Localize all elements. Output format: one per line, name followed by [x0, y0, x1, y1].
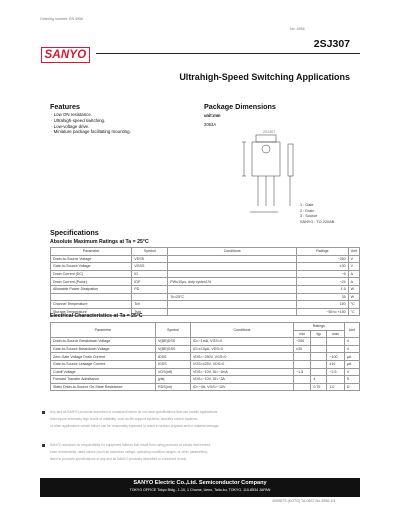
cell: [168, 263, 297, 271]
cell: [294, 360, 311, 368]
cell: [168, 285, 297, 293]
cell: [311, 368, 327, 376]
elec-char-table: [50, 322, 360, 391]
cell: Tch: [132, 301, 168, 309]
col-ratings: Ratings: [297, 248, 349, 256]
cell: Drain Current (Pulse): [51, 278, 132, 286]
table-row: [51, 383, 360, 391]
cell: 35: [297, 293, 349, 301]
cell: W: [348, 285, 359, 293]
cell: V(BR)DSS: [156, 338, 191, 346]
disclaimer-bullet: [42, 444, 45, 447]
footer-company: SANYO Electric Co.,Ltd. Semiconductor Company: [133, 480, 267, 486]
cell: V: [344, 368, 359, 376]
specifications-heading: Specifications: [50, 228, 99, 237]
disclaimer-line: that require extremely high levels of reliability, such as life-support systems, aircraft's control systems,: [50, 417, 198, 421]
cell: ±10: [327, 360, 344, 368]
sanyo-logo: SANYO: [41, 47, 90, 63]
cell: [311, 360, 327, 368]
abs-max-table: [50, 247, 360, 316]
cell: Tstg: [132, 308, 168, 316]
col-unit: Unit: [348, 248, 359, 256]
cell: IG=±10μA, VDS=0: [191, 345, 294, 353]
cell: VGS(off): [156, 368, 191, 376]
elec-char-heading: Electrical Characteristics at Ta = 25°C: [50, 313, 143, 319]
cell: V: [344, 345, 359, 353]
cell: [168, 301, 297, 309]
table-row: [51, 368, 360, 376]
cell: PD: [132, 285, 168, 293]
table-row: [51, 263, 360, 271]
cell: VGSS: [132, 263, 168, 271]
col-unit: Unit: [344, 323, 359, 338]
cell: Gate-to-Source Leakage Current: [51, 360, 156, 368]
cell: PW≤10μs, duty cycle≤1%: [168, 278, 297, 286]
cell: RDS(on): [156, 383, 191, 391]
cell: μA: [344, 360, 359, 368]
cell: −55 to +150: [297, 308, 349, 316]
footer-address: TOKYO OFFICE Tokyo Bldg., 1-10, 1 Chome, Ueno, Taito-ku, TOKYO, 110-8534 JAPAN: [129, 487, 271, 492]
abs-max-heading: Absolute Maximum Ratings at Ta = 25°C: [50, 239, 149, 245]
cell: [168, 255, 297, 263]
feature-item: · Miniature package facilitating mounting.: [51, 129, 131, 135]
feature-item: · Low-voltage drive.: [51, 123, 90, 129]
cell: A: [348, 270, 359, 278]
package-unit: unit:mm: [204, 113, 221, 118]
cell: [168, 270, 297, 278]
cell: Drain-to-Source Breakdown Voltage: [51, 338, 156, 346]
cell: Forward Transfer Admittance: [51, 376, 156, 384]
table-row: [51, 345, 360, 353]
feature-item: · Ultrahigh-speed switching.: [51, 117, 106, 123]
cell: ID: [132, 270, 168, 278]
cell: [168, 308, 297, 316]
cell: −100: [327, 353, 344, 361]
cell: ±30: [297, 263, 349, 271]
disclaimer-line: listed in products specifications of any and all SANYO products described or contained herein.: [50, 457, 188, 461]
features-list: [51, 112, 131, 135]
table-row: [51, 278, 360, 286]
cell: [294, 383, 311, 391]
cell: −1.5: [294, 368, 311, 376]
document-number: No. 4956: [290, 27, 305, 31]
cell: Storage Temperature: [51, 308, 132, 316]
disclaimer-line: or other applications whose failure can be reasonably expected to result in serious physical and/or material damage.: [50, 424, 220, 428]
disclaimer-line: Any and all SANYO products described or contained herein do not have specifications that can handle applications: [50, 410, 218, 414]
ordering-number: Ordering number: EN 4956: [40, 17, 84, 21]
cell: ±30: [294, 345, 311, 353]
cell: −250: [297, 255, 349, 263]
col-ratings: Ratings: [294, 323, 345, 331]
footer-docno: 40998TS (KOTO) TA-0837 No.4956-1/4: [272, 499, 336, 503]
footer-bar: [40, 478, 360, 497]
col-conditions: Conditions: [191, 323, 294, 338]
cell: [51, 293, 132, 301]
package-part: 2SJ307: [263, 130, 276, 134]
table-row: [51, 360, 360, 368]
table-row: [51, 285, 360, 293]
pin-legend-item: 1 : Gate: [300, 203, 314, 207]
cell: °C: [348, 308, 359, 316]
cell: V: [348, 263, 359, 271]
cell: μA: [344, 353, 359, 361]
pin-legend-item: 2 : Drain: [300, 208, 315, 213]
cell: V: [344, 338, 359, 346]
table-header-row: [51, 323, 360, 331]
cell: S: [344, 376, 359, 384]
table-row: [51, 270, 360, 278]
package-drawing: [230, 134, 310, 220]
cell: Drain Current (DC): [51, 270, 132, 278]
table-row: [51, 255, 360, 263]
cell: 1.0: [327, 383, 344, 391]
cell: IDP: [132, 278, 168, 286]
cell: VGS=±25V, VDS=0: [191, 360, 294, 368]
disclaimer-bullet: [42, 411, 45, 414]
pin-legend: [300, 203, 334, 225]
cell: A: [348, 278, 359, 286]
cell: 4: [311, 376, 327, 384]
col-min: min: [294, 330, 311, 338]
cell: 1.5: [297, 285, 349, 293]
cell: Static Drain-to-Source On-State Resistance: [51, 383, 156, 391]
cell: VDS=−10V, ID=−1mA: [191, 368, 294, 376]
cell: V(BR)GSS: [156, 345, 191, 353]
col-typ: typ: [311, 330, 327, 338]
cell: VDS=−250V, VGS=0: [191, 353, 294, 361]
cell: −2.5: [327, 368, 344, 376]
cell: Zero-Gate Voltage Drain Current: [51, 353, 156, 361]
cell: Allowable Power Dissipation: [51, 285, 132, 293]
col-parameter: Parameter: [51, 323, 156, 338]
col-symbol: Symbol: [156, 323, 191, 338]
pin-legend-item: 3 : Source: [300, 214, 318, 219]
table-row: [51, 301, 360, 309]
cell: °C: [348, 301, 359, 309]
cell: [327, 376, 344, 384]
part-number: 2SJ307: [313, 38, 350, 50]
table-row: [51, 376, 360, 384]
table-row: [51, 353, 360, 361]
cell: [311, 353, 327, 361]
cell: Cutoff Voltage: [51, 368, 156, 376]
cell: IDSS: [156, 353, 191, 361]
page-title: Ultrahigh-Speed Switching Applications: [179, 72, 350, 82]
cell: [132, 293, 168, 301]
features-heading: Features: [50, 102, 80, 111]
cell: −250: [294, 338, 311, 346]
col-max: max: [327, 330, 344, 338]
cell: Drain-to-Source Voltage: [51, 255, 132, 263]
cell: [294, 353, 311, 361]
cell: Ω: [344, 383, 359, 391]
package-heading: Package Dimensions: [204, 102, 276, 111]
disclaimer-line: even momentarily, rated values (such as maximum ratings, operating condition ranges, or other parameters): [50, 450, 208, 454]
cell: |yfs|: [156, 376, 191, 384]
cell: Gate-to-Source Breakdown Voltage: [51, 345, 156, 353]
col-parameter: Parameter: [51, 248, 132, 256]
cell: V: [348, 255, 359, 263]
cell: [311, 345, 327, 353]
cell: ID=−1mA, VGS=0: [191, 338, 294, 346]
feature-item: · Low ON resistance.: [51, 112, 92, 117]
cell: −6: [297, 270, 349, 278]
table-row: [51, 338, 360, 346]
header-rule: [96, 53, 360, 54]
cell: VDSS: [132, 255, 168, 263]
package-note: SANYO : TO-220AB: [300, 219, 335, 224]
cell: 150: [297, 301, 349, 309]
table-row: [51, 293, 360, 301]
disclaimer-line: SANYO assumes no responsibility for equipment failures that result from using products at values that exceed,: [50, 443, 212, 447]
cell: Gate-to-Source Voltage: [51, 263, 132, 271]
table-header-row: [51, 248, 360, 256]
cell: Channel Temperature: [51, 301, 132, 309]
cell: [327, 338, 344, 346]
cell: IGSS: [156, 360, 191, 368]
cell: 0.75: [311, 383, 327, 391]
cell: Tc=25°C: [168, 293, 297, 301]
cell: [311, 338, 327, 346]
package-code: 2063A: [204, 122, 217, 127]
col-conditions: Conditions: [168, 248, 297, 256]
cell: [327, 345, 344, 353]
col-symbol: Symbol: [132, 248, 168, 256]
cell: [294, 376, 311, 384]
cell: ID=−3A, VGS=−10V: [191, 383, 294, 391]
cell: W: [348, 293, 359, 301]
cell: −24: [297, 278, 349, 286]
cell: VDS=−10V, ID=−3A: [191, 376, 294, 384]
